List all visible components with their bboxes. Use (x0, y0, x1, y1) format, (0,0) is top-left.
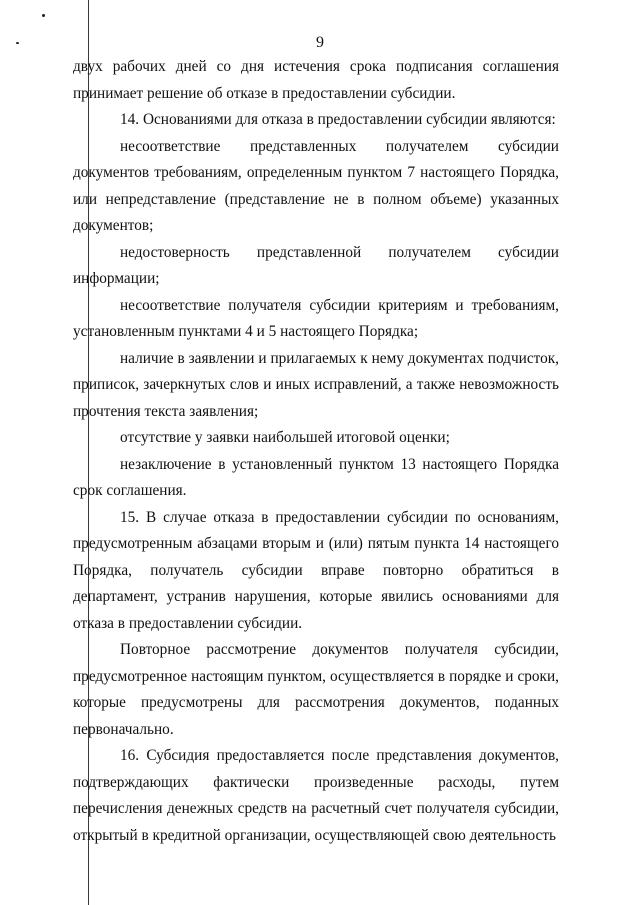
paragraph-item-16: 16. Субсидия предоставляется после представления документов, подтверждающих фактически произведенные расходы, путем перечисления денежных средств на расчетный счет получателя субсидии, открытый в кредитной организации, осуществляющей свою деятельность (73, 747, 559, 844)
scan-speck (42, 14, 45, 17)
paragraph-ground-2: недостоверность представленной получателем субсидии информации; (73, 243, 559, 287)
paragraph-item-15-repeat: Повторное рассмотрение документов получателя субсидии, предусмотренное настоящим пунктом, осуществляется в порядке и сроки, которые предусмотрены для рассмотрения документов, поданных первоначально. (73, 641, 559, 738)
page-number: 9 (316, 34, 324, 51)
document-body (73, 54, 559, 849)
paragraph-continuation: двух рабочих дней со дня истечения срока подписания соглашения принимает решение об отказе в предоставлении субсидии. (73, 58, 559, 102)
paragraph-ground-4: наличие в заявлении и прилагаемых к нему документах подчисток, приписок, зачеркнутых слов и иных исправлений, а также невозможность прочтения текста заявления; (73, 349, 559, 420)
paragraph-ground-1: несоответствие представленных получателем субсидии документов требованиям, определенным пунктом 7 настоящего Порядка, или непредставление (представление не в полном объеме) указанных документов; (73, 137, 559, 234)
paragraph-ground-6: незаключение в установленный пунктом 13 настоящего Порядка срок соглашения. (73, 455, 559, 499)
paragraph-item-14: 14. Основаниями для отказа в предоставлении субсидии являются: (120, 111, 556, 128)
paragraph-ground-3: несоответствие получателя субсидии критериям и требованиям, установленным пунктами 4 и 5 настоящего Порядка; (73, 296, 559, 340)
paragraph-ground-5: отсутствие у заявки наибольшей итоговой оценки; (120, 429, 450, 446)
paragraph-item-15: 15. В случае отказа в предоставлении субсидии по основаниям, предусмотренным абзацами вторым и (или) пятым пункта 14 настоящего Порядка, получатель субсидии вправе повторно обратиться в департамент, устранив нарушения, которые явились основаниями для отказа в предоставлении субсидии. (73, 508, 559, 632)
